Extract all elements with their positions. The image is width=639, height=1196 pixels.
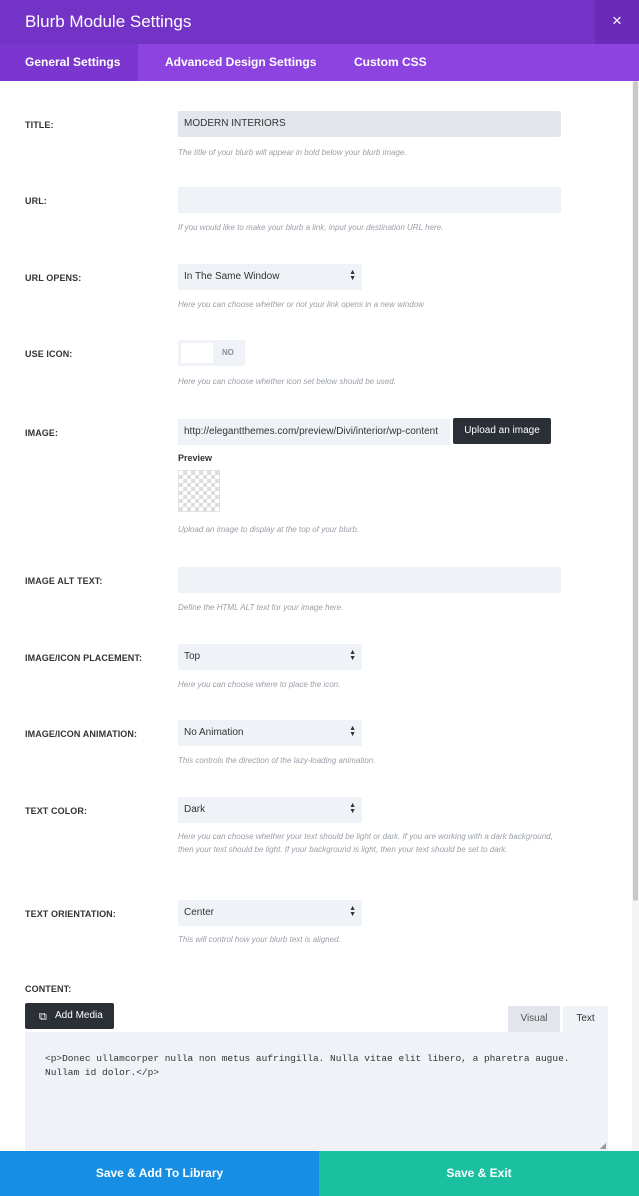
resize-handle-icon[interactable]: ◢ [599,1141,606,1150]
title-value: MODERN INTERIORS [184,118,286,129]
select-arrows-icon: ▲ ▼ [349,269,356,282]
media-icon: ⧉ [39,1011,47,1023]
content-editor[interactable] [25,1032,608,1152]
use-icon-label: USE ICON: [25,349,73,359]
placement-label: IMAGE/ICON PLACEMENT: [25,653,143,663]
tab-general-settings[interactable]: General Settings [0,44,138,81]
image-alt-label: IMAGE ALT TEXT: [25,576,103,586]
tab-advanced-design-settings[interactable]: Advanced Design Settings [165,55,317,69]
url-opens-description: Here you can choose whether or not your link opens in a new window [178,300,424,309]
select-arrows-icon: ▲ ▼ [349,905,356,918]
save-exit-button[interactable]: Save & Exit [319,1151,639,1196]
toggle-knob[interactable] [181,343,213,363]
select-arrows-icon: ▲ ▼ [349,725,356,738]
settings-tabs [0,44,639,81]
use-icon-toggle[interactable] [178,340,245,366]
image-preview-thumbnail [178,470,220,512]
preview-label: Preview [178,453,213,463]
text-color-label: TEXT COLOR: [25,806,88,816]
tab-text[interactable]: Text [563,1006,608,1032]
image-label: IMAGE: [25,428,59,438]
url-opens-label: URL OPENS: [25,273,82,283]
select-arrows-icon: ▲ ▼ [349,802,356,815]
content-code[interactable]: <p>Donec ullamcorper nulla non metus aufringilla. Nulla vitae elit libero, a pharetra augue. Nullam id dolor.</p> [45,1053,570,1078]
image-description: Upload an image to display at the top of your blurb. [178,525,359,534]
modal-title: Blurb Module Settings [25,12,192,31]
text-color-select[interactable]: Dark ▲ ▼ [178,797,362,823]
url-input[interactable] [178,187,561,213]
placement-select[interactable]: Top ▲ ▼ [178,644,362,670]
url-opens-select[interactable]: In The Same Window ▲ ▼ [178,264,362,290]
modal-header [0,0,639,44]
scrollbar-thumb[interactable] [633,81,638,901]
text-orientation-label: TEXT ORIENTATION: [25,909,116,919]
image-alt-description: Define the HTML ALT text for your image here. [178,603,344,612]
image-alt-input[interactable] [178,567,561,593]
toggle-state: NO [222,348,234,357]
save-add-to-library-button[interactable]: Save & Add To Library [0,1151,319,1196]
title-label: TITLE: [25,120,54,130]
animation-description: This controls the direction of the lazy-loading animation. [178,756,376,765]
title-input[interactable] [178,111,561,137]
scrollbar[interactable] [632,81,639,1151]
add-media-button[interactable]: ⧉ Add Media [25,1003,114,1029]
animation-select[interactable]: No Animation ▲ ▼ [178,720,362,746]
content-label: CONTENT: [25,984,72,994]
select-arrows-icon: ▲ ▼ [349,649,356,662]
title-description: The title of your blurb will appear in bold below your blurb image. [178,148,407,157]
use-icon-description: Here you can choose whether icon set below should be used. [178,377,396,386]
image-url-input[interactable]: http://elegantthemes.com/preview/Divi/interior/wp-content [178,419,450,445]
tab-custom-css[interactable]: Custom CSS [354,55,427,69]
placement-description: Here you can choose where to place the icon. [178,680,341,689]
upload-image-button[interactable]: Upload an image [453,418,551,444]
url-label: URL: [25,196,47,206]
tab-visual[interactable]: Visual [508,1006,560,1032]
url-description: If you would like to make your blurb a link, input your destination URL here. [178,223,444,232]
text-color-description: Here you can choose whether your text should be light or dark. If you are working with a dark background, then your text should be light. If your background is light, then your text should be set to dark. [178,832,553,854]
text-orientation-select[interactable]: Center ▲ ▼ [178,900,362,926]
text-orientation-description: This will control how your blurb text is aligned. [178,935,341,944]
close-icon[interactable]: × [595,0,639,44]
animation-label: IMAGE/ICON ANIMATION: [25,729,138,739]
